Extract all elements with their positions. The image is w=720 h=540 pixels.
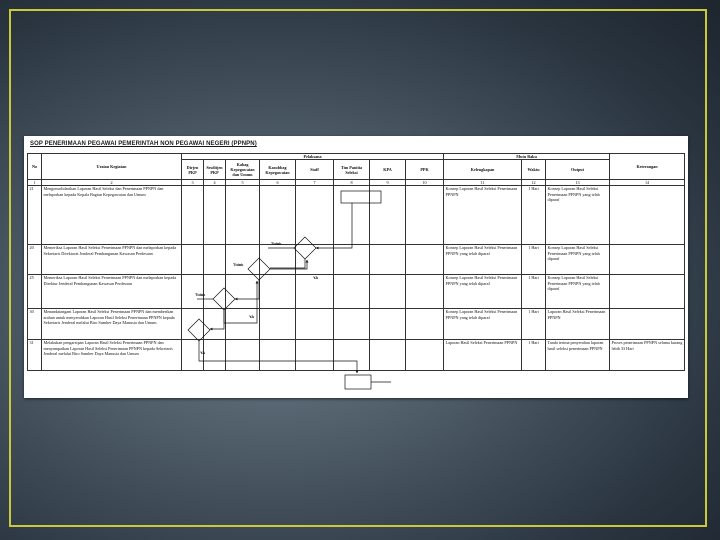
col-number: 14	[610, 180, 685, 186]
col-number: 1	[28, 180, 42, 186]
row-kelengkapan: Konsep Laporan Hasil Seleksi Penerimaan PPNPN yang telah diparaf	[444, 309, 522, 340]
table-row	[28, 245, 685, 275]
col-number: 6	[260, 180, 296, 186]
row-no: 31	[28, 340, 42, 371]
row-waktu: 1 Hari	[522, 309, 546, 340]
row-kelengkapan: Konsep Laporan Hasil Seleksi Penerimaan PPNPN	[444, 186, 522, 245]
row-keterangan	[610, 309, 685, 340]
row-no: 20	[28, 245, 42, 275]
label-ya: YA	[249, 314, 255, 319]
col-number: 10	[406, 180, 444, 186]
label-tidak: Tidak	[233, 262, 244, 267]
table-row	[28, 340, 685, 371]
header-tim-seleksi: Tim Panitia Seleksi	[334, 160, 370, 180]
row-waktu: 1 Hari	[522, 275, 546, 309]
col-number: 11	[444, 180, 522, 186]
col-number: 4	[204, 180, 226, 186]
row-kelengkapan: Laporan Hasil Seleksi Penerimaan PPNPN	[444, 340, 522, 371]
header-pelaksana: Pelaksana	[182, 154, 444, 160]
label-tidak: Tidak	[271, 241, 282, 246]
row-output: Laporan Hasil Seleksi Penerimaan PPNPN	[546, 309, 610, 340]
process-box-arsip	[345, 375, 371, 389]
row-uraian: Memeriksa Laporan Hasil Seleksi Penerimaan PPNPN dan melaporkan kepada Sekretaris Direktorat Jenderal Pembangunan Kawasan Perdesaan	[42, 245, 182, 275]
row-uraian: Memeriksa Laporan Hasil Seleksi Penerimaan PPNPN dan melaporkan kepada Direktur Jenderal Pembangunan Kawasan Perdesaan	[42, 275, 182, 309]
row-waktu: 1 Hari	[522, 245, 546, 275]
header-keterangan: Keterangan	[610, 154, 685, 180]
row-output: Konsep Laporan Hasil Seleksi Penerimaan PPNPN yang telah diparaf	[546, 245, 610, 275]
label-ya: YA	[313, 275, 319, 280]
col-number: 9	[370, 180, 406, 186]
row-keterangan	[610, 275, 685, 309]
header-sesditjen: Sesditjen PKP	[204, 160, 226, 180]
table-row	[28, 309, 685, 340]
row-uraian: Melakukan pengarsipan Laporan Hasil Seleksi Penerimaan PPNPN dan menyampaikan Laporan Hasil Seleksi Penerimaan PPNPN kepada Sekretaris Jenderal melalui Biro Sumber Daya Manusia dan Umum	[42, 340, 182, 371]
row-kelengkapan: Konsep Laporan Hasil Seleksi Penerimaan PPNPN yang telah diparaf	[444, 245, 522, 275]
col-number: 13	[546, 180, 610, 186]
col-number: 7	[296, 180, 334, 186]
header-dirjen: Dirjen PKP	[182, 160, 204, 180]
row-output: Konsep Laporan Hasil Seleksi Penerimaan PPNPN yang telah diparaf	[546, 275, 610, 309]
header-no: No	[28, 154, 42, 180]
header-kpa: KPA	[370, 160, 406, 180]
col-number: 8	[334, 180, 370, 186]
row-uraian: Menandatangani Laporan Hasil Seleksi Penerimaan PPNPN dan memberikan arahan untuk menyerahkan Laporan Hasil Seleksi Penerimaan PPNPN kepada Sekretaris Jenderal melalui Biro Sumber Daya Manusia dan Umum	[42, 309, 182, 340]
table-row	[28, 275, 685, 309]
row-no: 21	[28, 186, 42, 245]
row-keterangan	[610, 186, 685, 245]
sop-document	[24, 136, 688, 398]
header-uraian: Uraian Kegiatan	[42, 154, 182, 180]
header-waktu: Waktu	[522, 160, 546, 180]
row-output: Tanda terima penyerahan laporan hasil seleksi penerimaan PPNPN	[546, 340, 610, 371]
header-kabag: Kabag Kepegawaian dan Umum	[226, 160, 260, 180]
header-output: Output	[546, 160, 610, 180]
row-keterangan	[610, 245, 685, 275]
table-row	[28, 186, 685, 245]
header-kelengkapan: Kelengkapan	[444, 160, 522, 180]
col-number: 5	[226, 180, 260, 186]
row-no: 30	[28, 309, 42, 340]
sop-table	[27, 153, 685, 371]
header-kasubbag: Kasubbag Kepegawaian	[260, 160, 296, 180]
row-kelengkapan: Konsep Laporan Hasil Seleksi Penerimaan PPNPN yang telah diparaf	[444, 275, 522, 309]
label-tidak: Tidak	[195, 292, 206, 297]
label-ya: YA	[200, 350, 206, 355]
row-waktu: 1 Hari	[522, 186, 546, 245]
row-no: 25	[28, 275, 42, 309]
col-number: 2	[42, 180, 182, 186]
col-number: 3	[182, 180, 204, 186]
row-output: Konsep Laporan Hasil Seleksi Penerimaan PPNPN yang telah diparaf	[546, 186, 610, 245]
row-keterangan: Proses penerimaan PPNPN selama kurang lebih 33 Hari	[610, 340, 685, 371]
header-ppk: PPK	[406, 160, 444, 180]
col-number: 12	[522, 180, 546, 186]
document-title: SOP PENERIMAAN PEGAWAI PEMERINTAH NON PEGAWAI NEGERI (PPNPN)	[30, 141, 257, 147]
row-waktu: 1 Hari	[522, 340, 546, 371]
row-uraian: Mengonsolidasikan Laporan Hasil Seleksi dan Penerimaan PPNPN dan melaporkan kepada Kepala Bagian Kepegawaian dan Umum	[42, 186, 182, 245]
header-mutu-baku: Mutu Baku	[444, 154, 610, 160]
header-staf: Staff	[296, 160, 334, 180]
